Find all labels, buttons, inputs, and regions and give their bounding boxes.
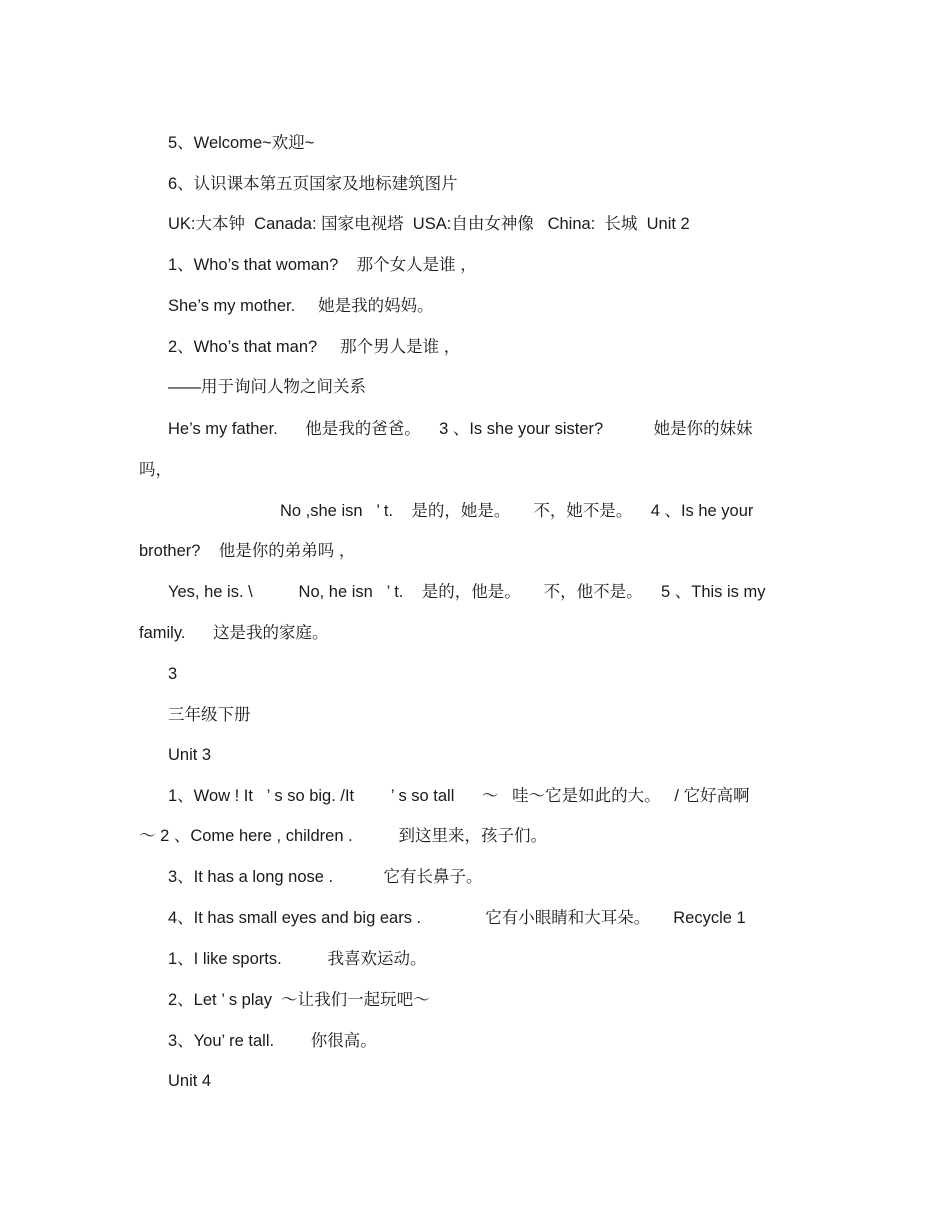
text-line-like-sports: 1、I like sports. 我喜欢运动。 — [168, 950, 427, 968]
unit-heading-4: Unit 4 — [168, 1072, 212, 1090]
text-line-who-man: 2、Who’s that man? 那个男人是谁 ， — [168, 338, 461, 356]
text-line-small-eyes: 4、It has small eyes and big ears . 它有小眼睛和大耳朵。 Recycle 1 — [168, 909, 746, 927]
text-line-who-woman: 1、Who’s that woman? 那个女人是谁 ， — [168, 256, 477, 274]
text-line-brother: brother? 他是你的弟弟吗 ， — [139, 542, 356, 560]
text-line-youre-tall: 3、You’ re tall. 你很高。 — [168, 1032, 377, 1050]
text-line-lets-play: 2、Let ’ s play ～让我们一起玩吧～ — [168, 991, 430, 1009]
text-line-ma: 吗， — [139, 461, 172, 479]
text-line-my-mother: She’s my mother. 她是我的妈妈。 — [168, 297, 434, 315]
text-line-landmarks: UK:大本钟 Canada: 国家电视塔 USA:自由女神像 China: 长城 Unit 2 — [168, 215, 690, 233]
text-line-welcome: 5、Welcome~欢迎~ — [168, 134, 315, 152]
page-number: 3 — [168, 665, 178, 683]
text-line-yes-he-is: Yes, he is. \ No, he isn ’ t. 是的，他是。 不，他不是。 5 、This is my — [168, 583, 766, 601]
text-line-my-father: He’s my father. 他是我的爸爸。 3 、Is she your sister? 她是你的妹妹 — [168, 420, 753, 438]
text-line-family: family. 这是我的家庭。 — [139, 624, 329, 642]
section-heading-grade3-vol2: 三年级下册 — [168, 706, 251, 724]
unit-heading-3: Unit 3 — [168, 746, 212, 764]
text-line-wow: 1、Wow ! It ’ s so big. /It ’ s so tall ～ 哇～它是如此的大。 / 它好高啊 — [168, 787, 750, 805]
text-line-long-nose: 3、It has a long nose . 它有长鼻子。 — [168, 868, 483, 886]
text-line-usage-note: ——用于询问人物之间关系 — [168, 378, 366, 396]
text-line-come-here: ～ 2 、Come here , children . 到这里来，孩子们。 — [139, 827, 548, 845]
text-line-she-isnt: No ,she isn ’ t. 是的，她是。 不，她不是。 4 、Is he your — [280, 502, 754, 520]
text-line-landmarks-intro: 6、认识课本第五页国家及地标建筑图片 — [168, 175, 458, 193]
